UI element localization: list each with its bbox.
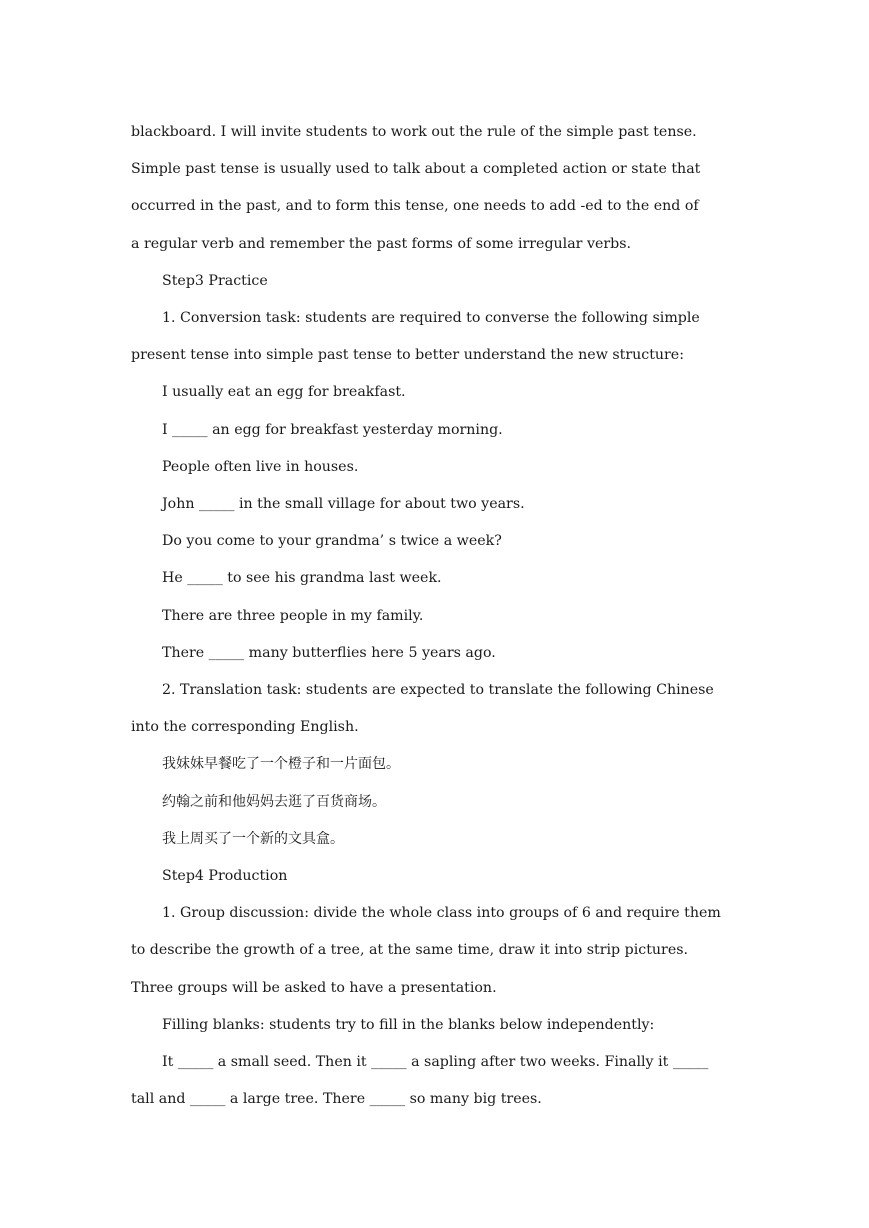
paragraph-line: Filling blanks: students try to fill in the blanks below independently: xyxy=(162,1016,655,1033)
paragraph-line: present tense into simple past tense to better understand the new structure: xyxy=(131,347,684,364)
exercise-sentence: There are three people in my family. xyxy=(162,607,424,624)
paragraph-line: Simple past tense is usually used to talk about a completed action or state that xyxy=(131,161,701,178)
exercise-blank-sentence: I _____ an egg for breakfast yesterday morning. xyxy=(162,421,503,438)
chinese-sentence: 我上周买了一个新的文具盒。 xyxy=(162,830,344,847)
paragraph-line: blackboard. I will invite students to work out the rule of the simple past tense. xyxy=(131,124,697,140)
paragraph-line: a regular verb and remember the past forms of some irregular verbs. xyxy=(131,235,632,252)
fill-blank-line: tall and _____ a large tree. There _____ so many big trees. xyxy=(131,1091,542,1108)
exercise-blank-sentence: John _____ in the small village for about two years. xyxy=(162,496,525,513)
paragraph-line: 1. Conversion task: students are required to converse the following simple xyxy=(162,310,700,327)
fill-blank-line: It _____ a small seed. Then it _____ a sapling after two weeks. Finally it _____ xyxy=(162,1054,709,1071)
exercise-sentence: People often live in houses. xyxy=(162,458,359,475)
section-heading-step3: Step3 Practice xyxy=(162,272,268,289)
paragraph-line: to describe the growth of a tree, at the same time, draw it into strip pictures. xyxy=(131,942,689,959)
exercise-sentence: Do you come to your grandma’ s twice a week? xyxy=(162,533,502,550)
exercise-blank-sentence: There _____ many butterflies here 5 years ago. xyxy=(162,644,496,661)
exercise-blank-sentence: He _____ to see his grandma last week. xyxy=(162,570,442,587)
paragraph-line: 1. Group discussion: divide the whole class into groups of 6 and require them xyxy=(162,905,721,922)
paragraph-line: into the corresponding English. xyxy=(131,719,359,736)
paragraph-line: Three groups will be asked to have a presentation. xyxy=(131,979,497,996)
document-body xyxy=(131,114,741,1118)
exercise-sentence: I usually eat an egg for breakfast. xyxy=(162,384,406,401)
chinese-sentence: 我妹妹早餐吃了一个橙子和一片面包。 xyxy=(162,756,400,773)
paragraph-line: 2. Translation task: students are expected to translate the following Chinese xyxy=(162,682,714,699)
paragraph-line: occurred in the past, and to form this tense, one needs to add -ed to the end of xyxy=(131,198,699,215)
chinese-sentence: 约翰之前和他妈妈去逛了百货商场。 xyxy=(162,793,386,810)
section-heading-step4: Step4 Production xyxy=(162,868,288,885)
